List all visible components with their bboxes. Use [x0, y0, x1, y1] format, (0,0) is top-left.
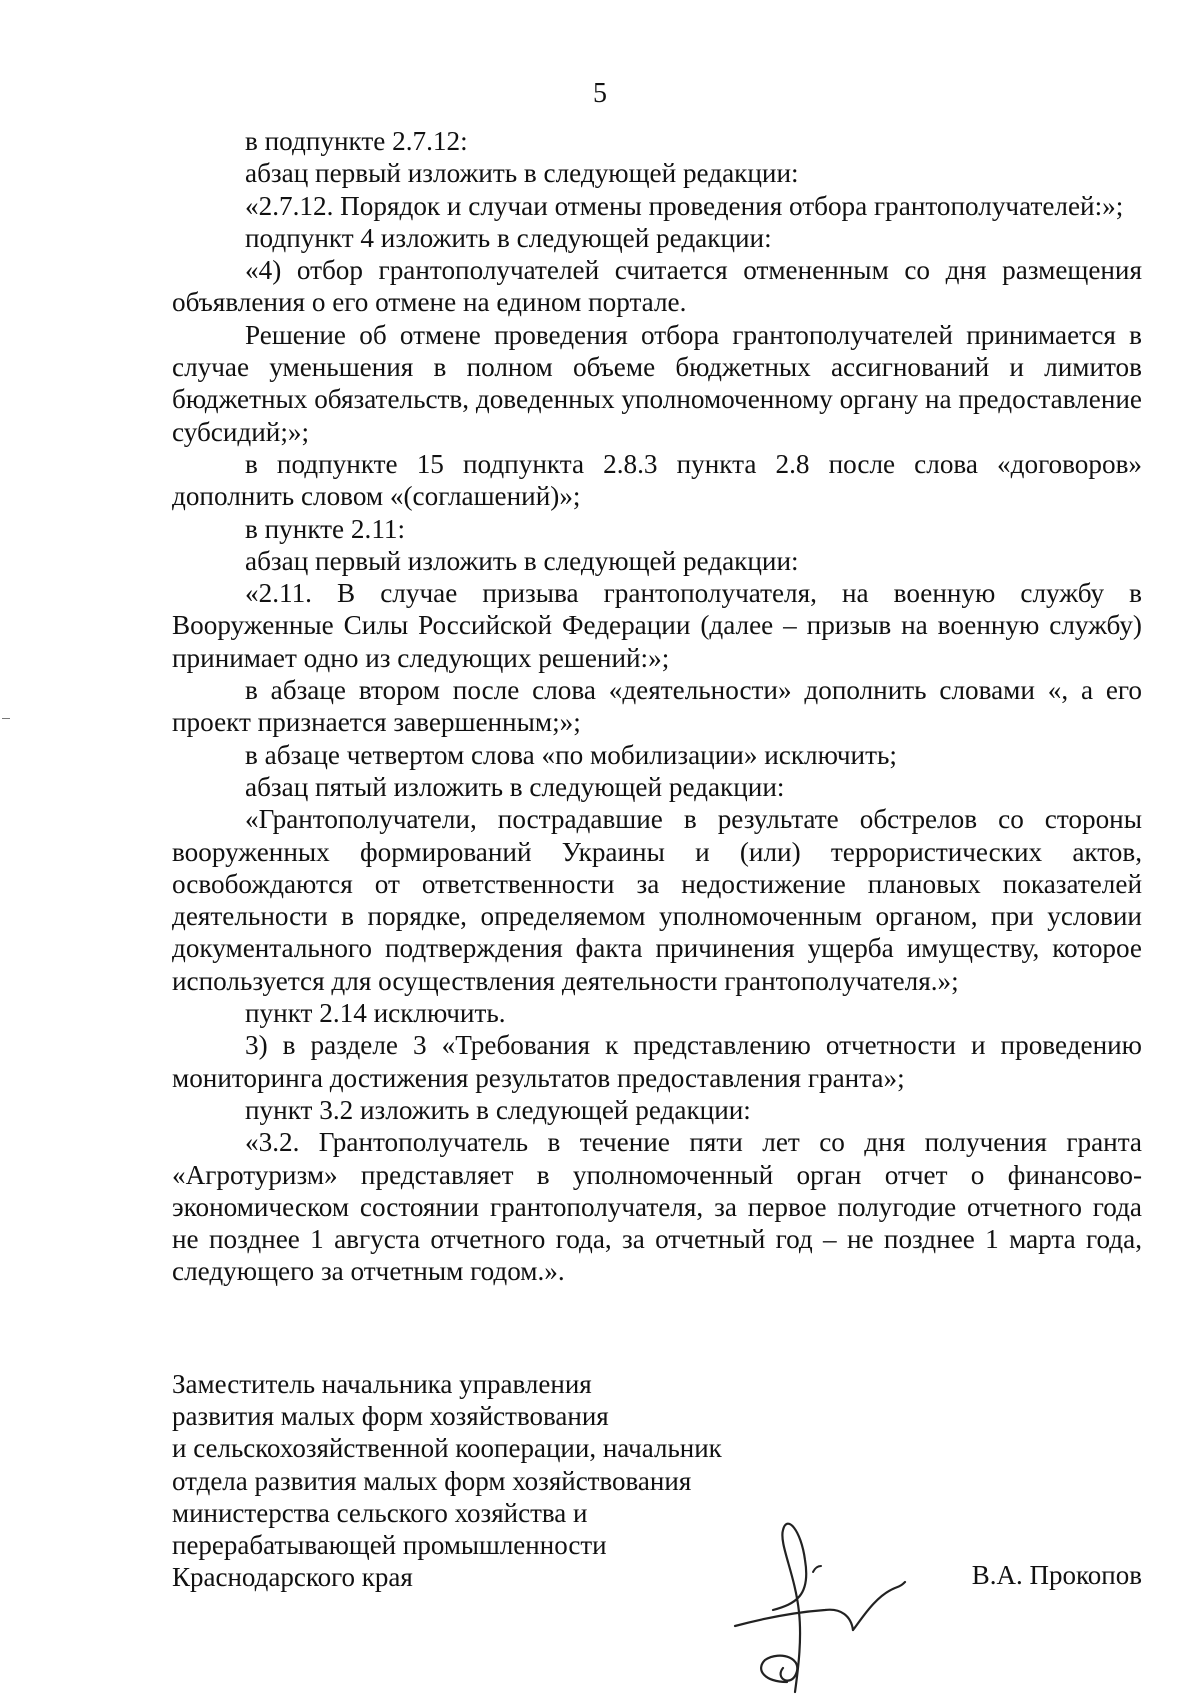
paragraph: в подпункте 15 подпункта 2.8.3 пункта 2.8 после слова «договоров» дополнить словом «(соглашений)»;	[172, 448, 1142, 512]
signer-name: В.А. Прокопов	[971, 1560, 1142, 1590]
paragraph: в абзаце четвертом слова «по мобилизации» исключить;	[245, 739, 897, 770]
document-body	[172, 125, 1142, 1288]
paragraph: пункт 2.14 исключить.	[245, 998, 506, 1029]
signatory-title-line: Краснодарского края	[172, 1562, 413, 1593]
signatory-title-line: Заместитель начальника управления	[172, 1369, 592, 1399]
paragraph: пункт 3.2 изложить в следующей редакции:	[245, 1094, 751, 1125]
paragraph: «4) отбор грантополучателей считается отмененным со дня размещения объявления о его отмене на едином портале.	[172, 255, 1142, 318]
paragraph: «2.7.12. Порядок и случаи отмены проведения отбора грантополучателей:»;	[245, 190, 1124, 221]
paragraph: абзац первый изложить в следующей редакции:	[245, 545, 799, 576]
signatory-title-line: перерабатывающей промышленности	[172, 1530, 607, 1561]
paragraph: 3) в разделе 3 «Требования к представлению отчетности и проведению мониторинга достижения результатов предоставления гранта»;	[172, 1030, 1142, 1093]
paragraph: в абзаце втором после слова «деятельности» дополнить словами «, а его проект признается завершенным;»;	[172, 675, 1142, 738]
signatory-title-line: министерства сельского хозяйства и	[172, 1497, 588, 1528]
paragraph: «3.2. Грантополучатель в течение пяти лет со дня получения гранта «Агротуризм» представляет в уполномоченный орган отчет о финансово-экономическом состоянии грантополучателя, за первое полугодие отчетного года не позднее 1 августа отчетного года, за отчетный год – не позднее 1 марта года, следующего за отчетным годом.».	[172, 1127, 1142, 1287]
signatory-title-line: отдела развития малых форм хозяйствования	[172, 1465, 692, 1496]
signatory-title-line: развития малых форм хозяйствования	[172, 1401, 609, 1432]
paragraph: «Грантополучатели, пострадавшие в результате обстрелов со стороны вооруженных формирований Украины и (или) террористических актов, освобождаются от ответственности за недостижение плановых показателей деятельности в порядке, определяемом уполномоченным органом, при условии документального подтверждения факта причинения ущерба имуществу, которое используется для осуществления деятельности грантополучателя.»;	[172, 804, 1142, 996]
paragraph: в пункте 2.11:	[245, 513, 406, 544]
paragraph: абзац пятый изложить в следующей редакции:	[245, 771, 785, 802]
paragraph: «2.11. В случае призыва грантополучателя, на военную службу в Вооруженные Силы Российской Федерации (далее – призыв на военную службу) принимает одно из следующих решений:»;	[172, 578, 1142, 673]
paragraph: Решение об отмене проведения отбора грантополучателей принимается в случае уменьшения в полном объеме бюджетных ассигнований и лимитов бюджетных обязательств, доведенных уполномоченному органу на предоставление субсидий;»;	[172, 319, 1142, 447]
handwritten-signature	[725, 1500, 915, 1700]
paragraph: абзац первый изложить в следующей редакции:	[245, 158, 799, 189]
page-number: 5	[593, 78, 607, 109]
signatory-title-line: и сельскохозяйственной кооперации, начальник	[172, 1433, 722, 1464]
paragraph: подпункт 4 изложить в следующей редакции:	[245, 222, 772, 253]
signatory-title	[172, 1368, 792, 1593]
scan-margin-mark	[2, 718, 10, 719]
paragraph: в подпункте 2.7.12:	[245, 126, 468, 156]
